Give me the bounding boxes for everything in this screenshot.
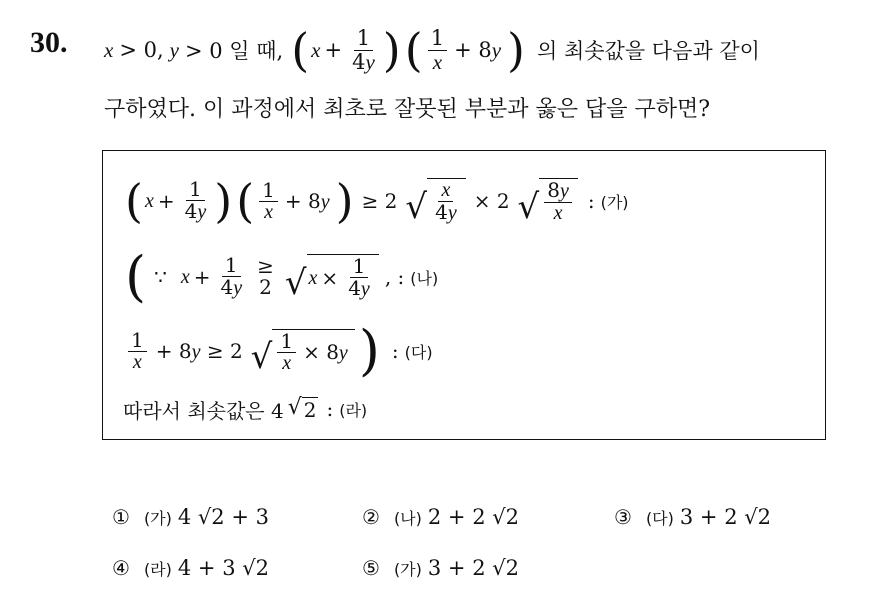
choice-5-tag: (가)	[393, 559, 422, 579]
tag-ra: (라)	[339, 400, 368, 420]
question-stem-line2: 구하였다. 이 과정에서 최초로 잘못된 부분과 옳은 답을 구하면?	[104, 97, 711, 122]
tag-ga: (가)	[600, 192, 629, 212]
stem-condition: x	[104, 37, 114, 62]
solution-box	[102, 150, 826, 440]
stem-gt-1: > 0,	[119, 38, 164, 62]
choice-4-tag: (라)	[143, 559, 172, 579]
sqrt-x-over-4y: √ $\frac{x}{4y}$	[405, 178, 465, 224]
choice-1-value: 4 √2 + 3	[177, 505, 269, 529]
stem-plus-2: + 8y	[454, 37, 502, 62]
choice-4-mark: ④	[112, 556, 130, 580]
sqrt-x-times-1-over-4y: √ x × $\frac{1}{4y}$	[285, 254, 379, 300]
question-number: 30.	[30, 26, 68, 59]
stem-paren-open-2: (	[404, 23, 423, 77]
choice-1-tag: (가)	[143, 508, 172, 528]
sqrt-2: √ 2	[287, 394, 317, 422]
big-paren-close: )	[358, 319, 380, 382]
choice-4[interactable]	[112, 556, 269, 580]
stem-y: y	[169, 37, 179, 62]
because-symbol: ∵	[154, 265, 167, 289]
tag-na: (나)	[410, 268, 439, 288]
sqrt-1-over-x-times-8y: √ $\frac{1}{x}$ × 8y	[251, 329, 355, 374]
sqrt-8y-over-x: √ $\frac{8y}{x}$	[518, 178, 578, 224]
paren-close: )	[335, 174, 354, 228]
stem-suffix: 의 최솟값을 다음과 같이	[537, 39, 760, 63]
solution-line-ga: ( x + $\frac{1}{4y}$ ) ( $\frac{1}{x}$ + 8y ) ≥ 2 √ $\frac{x}{4y}$ × 2 √ $\frac{8y}{x}$ : (가)	[125, 174, 629, 228]
choice-2[interactable]	[362, 505, 519, 529]
solution-line-da: $\frac{1}{x}$ + 8y ≥ 2 √ $\frac{1}{x}$ × 8y ) : (다)	[125, 319, 433, 383]
big-paren-open: (	[125, 245, 147, 308]
choice-1-mark: ①	[112, 505, 130, 529]
choice-5-value: 3 + 2 √2	[427, 556, 519, 580]
paren-close: )	[214, 174, 233, 228]
paren-open: (	[236, 174, 255, 228]
choice-3-tag: (다)	[645, 508, 674, 528]
stem-paren-open-1: (	[291, 23, 310, 77]
choice-1[interactable]	[112, 505, 269, 529]
question-stem-line1	[104, 20, 760, 80]
solution-line-ra: 따라서 최솟값은 4 √ 2 : (라)	[123, 394, 368, 423]
stem-frac-1-over-4y: $\frac{1}{4y}$	[352, 26, 375, 74]
choice-5-mark: ⑤	[362, 556, 380, 580]
stem-x: x	[311, 37, 321, 62]
stem-frac-1-over-x: $\frac{1}{x}$	[428, 27, 447, 72]
stem-paren-close-1: )	[382, 23, 401, 77]
choice-3-value: 3 + 2 √2	[679, 505, 771, 529]
choice-2-value: 2 + 2 √2	[427, 505, 519, 529]
paren-open: (	[125, 174, 143, 228]
stem-paren-close-2: )	[507, 23, 525, 77]
solution-line-na: ( ∵ x + $\frac{1}{4y}$ ≥ 2 √ x × $\frac{1}{4y}$ , : (나)	[125, 245, 439, 308]
tag-da: (다)	[404, 342, 433, 362]
choice-5[interactable]	[362, 556, 519, 580]
stem-gt-2: > 0 일 때,	[184, 39, 284, 63]
choice-3[interactable]	[614, 505, 771, 529]
conclusion-text: 따라서 최솟값은 4	[123, 398, 284, 423]
choice-3-mark: ③	[614, 505, 632, 529]
stem-plus-1: +	[324, 38, 343, 62]
choice-4-value: 4 + 3 √2	[177, 556, 269, 580]
choice-2-mark: ②	[362, 505, 380, 529]
choice-2-tag: (나)	[393, 508, 422, 528]
